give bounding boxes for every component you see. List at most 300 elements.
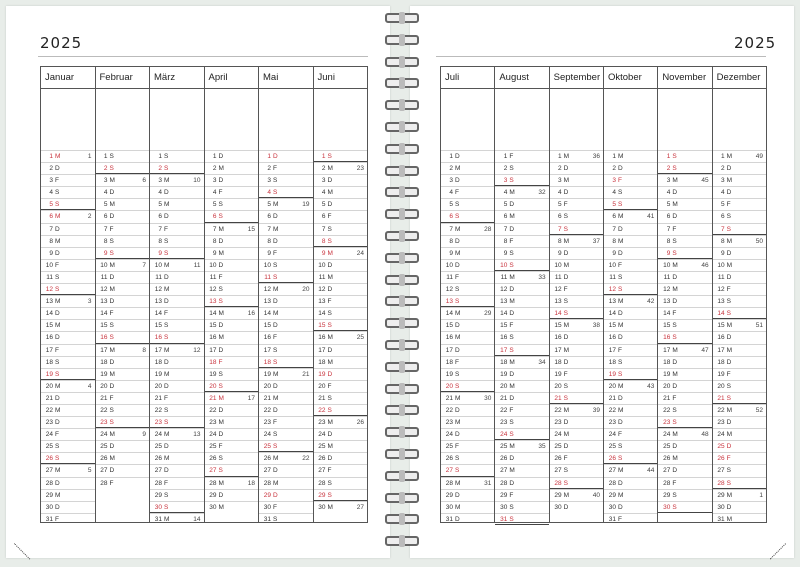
day-row[interactable] xyxy=(205,344,259,356)
day-row[interactable] xyxy=(314,404,368,416)
day-row[interactable] xyxy=(96,198,150,210)
day-row[interactable] xyxy=(495,489,548,501)
day-row[interactable] xyxy=(96,283,150,295)
day-row[interactable] xyxy=(259,319,313,331)
day-row[interactable] xyxy=(314,501,368,513)
day-row[interactable] xyxy=(441,513,494,525)
day-row[interactable] xyxy=(550,235,603,247)
day-row[interactable] xyxy=(150,501,204,513)
day-row[interactable] xyxy=(259,259,313,271)
day-row[interactable] xyxy=(713,489,766,501)
day-row[interactable] xyxy=(604,489,657,501)
day-row[interactable] xyxy=(314,452,368,464)
day-row[interactable] xyxy=(150,186,204,198)
day-row[interactable] xyxy=(41,271,95,283)
day-row[interactable] xyxy=(713,344,766,356)
day-row[interactable] xyxy=(41,247,95,259)
notes-area[interactable] xyxy=(713,89,766,150)
day-row[interactable] xyxy=(259,501,313,513)
day-row[interactable] xyxy=(314,210,368,222)
day-row[interactable] xyxy=(441,428,494,440)
day-row[interactable] xyxy=(658,186,711,198)
day-row[interactable] xyxy=(604,356,657,368)
day-row[interactable] xyxy=(550,319,603,331)
day-row[interactable] xyxy=(96,392,150,404)
day-row[interactable] xyxy=(205,464,259,476)
day-row[interactable] xyxy=(441,283,494,295)
day-row[interactable] xyxy=(550,186,603,198)
day-row[interactable] xyxy=(495,501,548,513)
day-row[interactable] xyxy=(259,162,313,174)
day-row[interactable] xyxy=(441,198,494,210)
day-row[interactable] xyxy=(441,150,494,162)
day-row[interactable] xyxy=(713,380,766,392)
day-row[interactable] xyxy=(259,392,313,404)
day-row[interactable] xyxy=(314,489,368,501)
day-row[interactable] xyxy=(713,247,766,259)
day-row[interactable] xyxy=(495,513,548,525)
day-row[interactable] xyxy=(495,223,548,235)
day-row[interactable] xyxy=(259,489,313,501)
day-row[interactable] xyxy=(314,428,368,440)
day-row[interactable] xyxy=(495,150,548,162)
day-row[interactable] xyxy=(314,259,368,271)
day-row[interactable] xyxy=(41,186,95,198)
day-row[interactable] xyxy=(550,356,603,368)
day-row[interactable] xyxy=(205,283,259,295)
day-row[interactable] xyxy=(41,259,95,271)
day-row[interactable] xyxy=(150,319,204,331)
day-row[interactable] xyxy=(550,295,603,307)
day-row[interactable] xyxy=(205,392,259,404)
day-row[interactable] xyxy=(495,198,548,210)
day-row[interactable] xyxy=(604,344,657,356)
day-row[interactable] xyxy=(259,464,313,476)
day-row[interactable] xyxy=(41,356,95,368)
day-row[interactable] xyxy=(205,235,259,247)
day-row[interactable] xyxy=(658,235,711,247)
day-row[interactable] xyxy=(314,344,368,356)
day-row[interactable] xyxy=(441,307,494,319)
day-row[interactable] xyxy=(495,428,548,440)
day-row[interactable] xyxy=(96,331,150,343)
day-row[interactable] xyxy=(150,150,204,162)
day-row[interactable] xyxy=(713,210,766,222)
day-row[interactable] xyxy=(205,331,259,343)
day-row[interactable] xyxy=(205,259,259,271)
day-row[interactable] xyxy=(41,440,95,452)
day-row[interactable] xyxy=(441,368,494,380)
day-row[interactable] xyxy=(41,464,95,476)
day-row[interactable] xyxy=(441,235,494,247)
notes-area[interactable] xyxy=(150,89,204,150)
day-row[interactable] xyxy=(713,186,766,198)
day-row[interactable] xyxy=(495,174,548,186)
day-row[interactable] xyxy=(150,452,204,464)
day-row[interactable] xyxy=(658,464,711,476)
day-row[interactable] xyxy=(550,464,603,476)
day-row[interactable] xyxy=(495,344,548,356)
day-row[interactable] xyxy=(41,513,95,525)
day-row[interactable] xyxy=(550,452,603,464)
day-row[interactable] xyxy=(259,331,313,343)
day-row[interactable] xyxy=(713,198,766,210)
day-row[interactable] xyxy=(150,428,204,440)
day-row[interactable] xyxy=(259,198,313,210)
day-row[interactable] xyxy=(205,356,259,368)
day-row[interactable] xyxy=(96,368,150,380)
day-row[interactable] xyxy=(713,283,766,295)
day-row[interactable] xyxy=(441,295,494,307)
notes-area[interactable] xyxy=(495,89,548,150)
day-row[interactable] xyxy=(713,271,766,283)
day-row[interactable] xyxy=(150,259,204,271)
day-row[interactable] xyxy=(604,186,657,198)
day-row[interactable] xyxy=(150,464,204,476)
day-row[interactable] xyxy=(259,295,313,307)
day-row[interactable] xyxy=(314,356,368,368)
day-row[interactable] xyxy=(205,319,259,331)
day-row[interactable] xyxy=(205,368,259,380)
day-row[interactable] xyxy=(495,162,548,174)
day-row[interactable] xyxy=(550,440,603,452)
day-row[interactable] xyxy=(441,452,494,464)
day-row[interactable] xyxy=(550,223,603,235)
day-row[interactable] xyxy=(96,477,150,489)
day-row[interactable] xyxy=(604,477,657,489)
day-row[interactable] xyxy=(41,428,95,440)
day-row[interactable] xyxy=(495,440,548,452)
day-row[interactable] xyxy=(495,307,548,319)
day-row[interactable] xyxy=(658,223,711,235)
day-row[interactable] xyxy=(259,271,313,283)
day-row[interactable] xyxy=(441,174,494,186)
day-row[interactable] xyxy=(96,150,150,162)
day-row[interactable] xyxy=(205,295,259,307)
day-row[interactable] xyxy=(314,223,368,235)
day-row[interactable] xyxy=(495,295,548,307)
day-row[interactable] xyxy=(259,440,313,452)
notes-area[interactable] xyxy=(441,89,494,150)
day-row[interactable] xyxy=(41,392,95,404)
day-row[interactable] xyxy=(441,344,494,356)
day-row[interactable] xyxy=(259,428,313,440)
day-row[interactable] xyxy=(41,174,95,186)
day-row[interactable] xyxy=(96,271,150,283)
day-row[interactable] xyxy=(658,162,711,174)
day-row[interactable] xyxy=(495,368,548,380)
day-row[interactable] xyxy=(96,295,150,307)
day-row[interactable] xyxy=(604,428,657,440)
day-row[interactable] xyxy=(658,198,711,210)
day-row[interactable] xyxy=(96,174,150,186)
day-row[interactable] xyxy=(259,368,313,380)
day-row[interactable] xyxy=(713,440,766,452)
day-row[interactable] xyxy=(96,210,150,222)
day-row[interactable] xyxy=(205,477,259,489)
day-row[interactable] xyxy=(205,150,259,162)
day-row[interactable] xyxy=(205,223,259,235)
day-row[interactable] xyxy=(495,416,548,428)
day-row[interactable] xyxy=(150,162,204,174)
day-row[interactable] xyxy=(550,428,603,440)
day-row[interactable] xyxy=(658,210,711,222)
day-row[interactable] xyxy=(658,368,711,380)
day-row[interactable] xyxy=(658,356,711,368)
day-row[interactable] xyxy=(96,404,150,416)
day-row[interactable] xyxy=(41,150,95,162)
day-row[interactable] xyxy=(604,235,657,247)
day-row[interactable] xyxy=(41,416,95,428)
day-row[interactable] xyxy=(259,210,313,222)
day-row[interactable] xyxy=(150,235,204,247)
day-row[interactable] xyxy=(150,295,204,307)
day-row[interactable] xyxy=(150,174,204,186)
day-row[interactable] xyxy=(604,368,657,380)
day-row[interactable] xyxy=(150,416,204,428)
day-row[interactable] xyxy=(604,271,657,283)
day-row[interactable] xyxy=(713,501,766,513)
day-row[interactable] xyxy=(150,198,204,210)
day-row[interactable] xyxy=(550,392,603,404)
day-row[interactable] xyxy=(41,319,95,331)
day-row[interactable] xyxy=(205,307,259,319)
notes-area[interactable] xyxy=(41,89,95,150)
day-row[interactable] xyxy=(314,380,368,392)
day-row[interactable] xyxy=(41,452,95,464)
day-row[interactable] xyxy=(314,271,368,283)
day-row[interactable] xyxy=(259,416,313,428)
day-row[interactable] xyxy=(441,210,494,222)
day-row[interactable] xyxy=(495,477,548,489)
day-row[interactable] xyxy=(41,331,95,343)
day-row[interactable] xyxy=(150,380,204,392)
notes-area[interactable] xyxy=(604,89,657,150)
day-row[interactable] xyxy=(495,356,548,368)
day-row[interactable] xyxy=(713,223,766,235)
day-row[interactable] xyxy=(96,162,150,174)
day-row[interactable] xyxy=(441,416,494,428)
day-row[interactable] xyxy=(314,440,368,452)
day-row[interactable] xyxy=(550,404,603,416)
day-row[interactable] xyxy=(495,259,548,271)
day-row[interactable] xyxy=(150,368,204,380)
day-row[interactable] xyxy=(41,295,95,307)
day-row[interactable] xyxy=(259,247,313,259)
day-row[interactable] xyxy=(604,295,657,307)
day-row[interactable] xyxy=(150,440,204,452)
day-row[interactable] xyxy=(314,174,368,186)
day-row[interactable] xyxy=(205,174,259,186)
day-row[interactable] xyxy=(604,223,657,235)
day-row[interactable] xyxy=(550,368,603,380)
day-row[interactable] xyxy=(713,477,766,489)
day-row[interactable] xyxy=(96,416,150,428)
notes-area[interactable] xyxy=(259,89,313,150)
day-row[interactable] xyxy=(441,464,494,476)
day-row[interactable] xyxy=(550,416,603,428)
day-row[interactable] xyxy=(658,428,711,440)
day-row[interactable] xyxy=(314,186,368,198)
day-row[interactable] xyxy=(495,380,548,392)
day-row[interactable] xyxy=(259,174,313,186)
day-row[interactable] xyxy=(604,174,657,186)
day-row[interactable] xyxy=(96,344,150,356)
day-row[interactable] xyxy=(41,235,95,247)
day-row[interactable] xyxy=(441,319,494,331)
day-row[interactable] xyxy=(314,331,368,343)
day-row[interactable] xyxy=(550,162,603,174)
day-row[interactable] xyxy=(550,344,603,356)
notes-area[interactable] xyxy=(205,89,259,150)
day-row[interactable] xyxy=(658,259,711,271)
day-row[interactable] xyxy=(96,259,150,271)
day-row[interactable] xyxy=(713,404,766,416)
day-row[interactable] xyxy=(150,331,204,343)
notes-area[interactable] xyxy=(550,89,603,150)
day-row[interactable] xyxy=(150,392,204,404)
day-row[interactable] xyxy=(41,162,95,174)
day-row[interactable] xyxy=(259,513,313,525)
day-row[interactable] xyxy=(150,223,204,235)
day-row[interactable] xyxy=(604,283,657,295)
day-row[interactable] xyxy=(314,235,368,247)
day-row[interactable] xyxy=(205,428,259,440)
day-row[interactable] xyxy=(41,223,95,235)
day-row[interactable] xyxy=(550,247,603,259)
notes-area[interactable] xyxy=(658,89,711,150)
day-row[interactable] xyxy=(604,259,657,271)
day-row[interactable] xyxy=(658,404,711,416)
day-row[interactable] xyxy=(259,223,313,235)
day-row[interactable] xyxy=(604,513,657,525)
day-row[interactable] xyxy=(604,501,657,513)
day-row[interactable] xyxy=(441,501,494,513)
day-row[interactable] xyxy=(314,247,368,259)
day-row[interactable] xyxy=(314,464,368,476)
day-row[interactable] xyxy=(259,452,313,464)
day-row[interactable] xyxy=(441,380,494,392)
day-row[interactable] xyxy=(205,404,259,416)
day-row[interactable] xyxy=(604,464,657,476)
day-row[interactable] xyxy=(96,307,150,319)
day-row[interactable] xyxy=(150,307,204,319)
day-row[interactable] xyxy=(441,440,494,452)
day-row[interactable] xyxy=(495,452,548,464)
day-row[interactable] xyxy=(150,477,204,489)
day-row[interactable] xyxy=(150,247,204,259)
day-row[interactable] xyxy=(205,198,259,210)
day-row[interactable] xyxy=(713,392,766,404)
day-row[interactable] xyxy=(604,150,657,162)
day-row[interactable] xyxy=(658,295,711,307)
day-row[interactable] xyxy=(550,210,603,222)
day-row[interactable] xyxy=(259,404,313,416)
day-row[interactable] xyxy=(41,344,95,356)
day-row[interactable] xyxy=(314,307,368,319)
day-row[interactable] xyxy=(205,501,259,513)
day-row[interactable] xyxy=(259,356,313,368)
day-row[interactable] xyxy=(150,489,204,501)
day-row[interactable] xyxy=(96,319,150,331)
day-row[interactable] xyxy=(604,440,657,452)
day-row[interactable] xyxy=(96,247,150,259)
day-row[interactable] xyxy=(41,368,95,380)
day-row[interactable] xyxy=(713,513,766,525)
day-row[interactable] xyxy=(441,489,494,501)
day-row[interactable] xyxy=(713,464,766,476)
day-row[interactable] xyxy=(495,464,548,476)
day-row[interactable] xyxy=(658,440,711,452)
day-row[interactable] xyxy=(713,319,766,331)
day-row[interactable] xyxy=(658,283,711,295)
day-row[interactable] xyxy=(150,283,204,295)
day-row[interactable] xyxy=(495,235,548,247)
day-row[interactable] xyxy=(41,380,95,392)
day-row[interactable] xyxy=(495,392,548,404)
day-row[interactable] xyxy=(314,295,368,307)
day-row[interactable] xyxy=(41,283,95,295)
day-row[interactable] xyxy=(96,440,150,452)
day-row[interactable] xyxy=(658,247,711,259)
day-row[interactable] xyxy=(259,283,313,295)
day-row[interactable] xyxy=(604,392,657,404)
day-row[interactable] xyxy=(314,198,368,210)
day-row[interactable] xyxy=(441,392,494,404)
notes-area[interactable] xyxy=(96,89,150,150)
day-row[interactable] xyxy=(550,331,603,343)
day-row[interactable] xyxy=(604,416,657,428)
day-row[interactable] xyxy=(259,186,313,198)
day-row[interactable] xyxy=(441,477,494,489)
day-row[interactable] xyxy=(314,162,368,174)
day-row[interactable] xyxy=(441,223,494,235)
day-row[interactable] xyxy=(96,223,150,235)
day-row[interactable] xyxy=(713,307,766,319)
day-row[interactable] xyxy=(495,319,548,331)
day-row[interactable] xyxy=(658,501,711,513)
day-row[interactable] xyxy=(441,356,494,368)
day-row[interactable] xyxy=(150,513,204,525)
day-row[interactable] xyxy=(495,247,548,259)
day-row[interactable] xyxy=(658,489,711,501)
day-row[interactable] xyxy=(550,174,603,186)
day-row[interactable] xyxy=(713,259,766,271)
day-row[interactable] xyxy=(205,416,259,428)
day-row[interactable] xyxy=(441,331,494,343)
day-row[interactable] xyxy=(550,380,603,392)
day-row[interactable] xyxy=(96,464,150,476)
day-row[interactable] xyxy=(658,150,711,162)
day-row[interactable] xyxy=(604,404,657,416)
day-row[interactable] xyxy=(495,271,548,283)
day-row[interactable] xyxy=(41,501,95,513)
day-row[interactable] xyxy=(441,162,494,174)
day-row[interactable] xyxy=(150,344,204,356)
day-row[interactable] xyxy=(550,489,603,501)
day-row[interactable] xyxy=(314,283,368,295)
day-row[interactable] xyxy=(604,452,657,464)
day-row[interactable] xyxy=(550,259,603,271)
day-row[interactable] xyxy=(495,283,548,295)
day-row[interactable] xyxy=(441,404,494,416)
day-row[interactable] xyxy=(41,404,95,416)
day-row[interactable] xyxy=(550,307,603,319)
day-row[interactable] xyxy=(150,404,204,416)
day-row[interactable] xyxy=(259,344,313,356)
day-row[interactable] xyxy=(658,307,711,319)
day-row[interactable] xyxy=(205,489,259,501)
